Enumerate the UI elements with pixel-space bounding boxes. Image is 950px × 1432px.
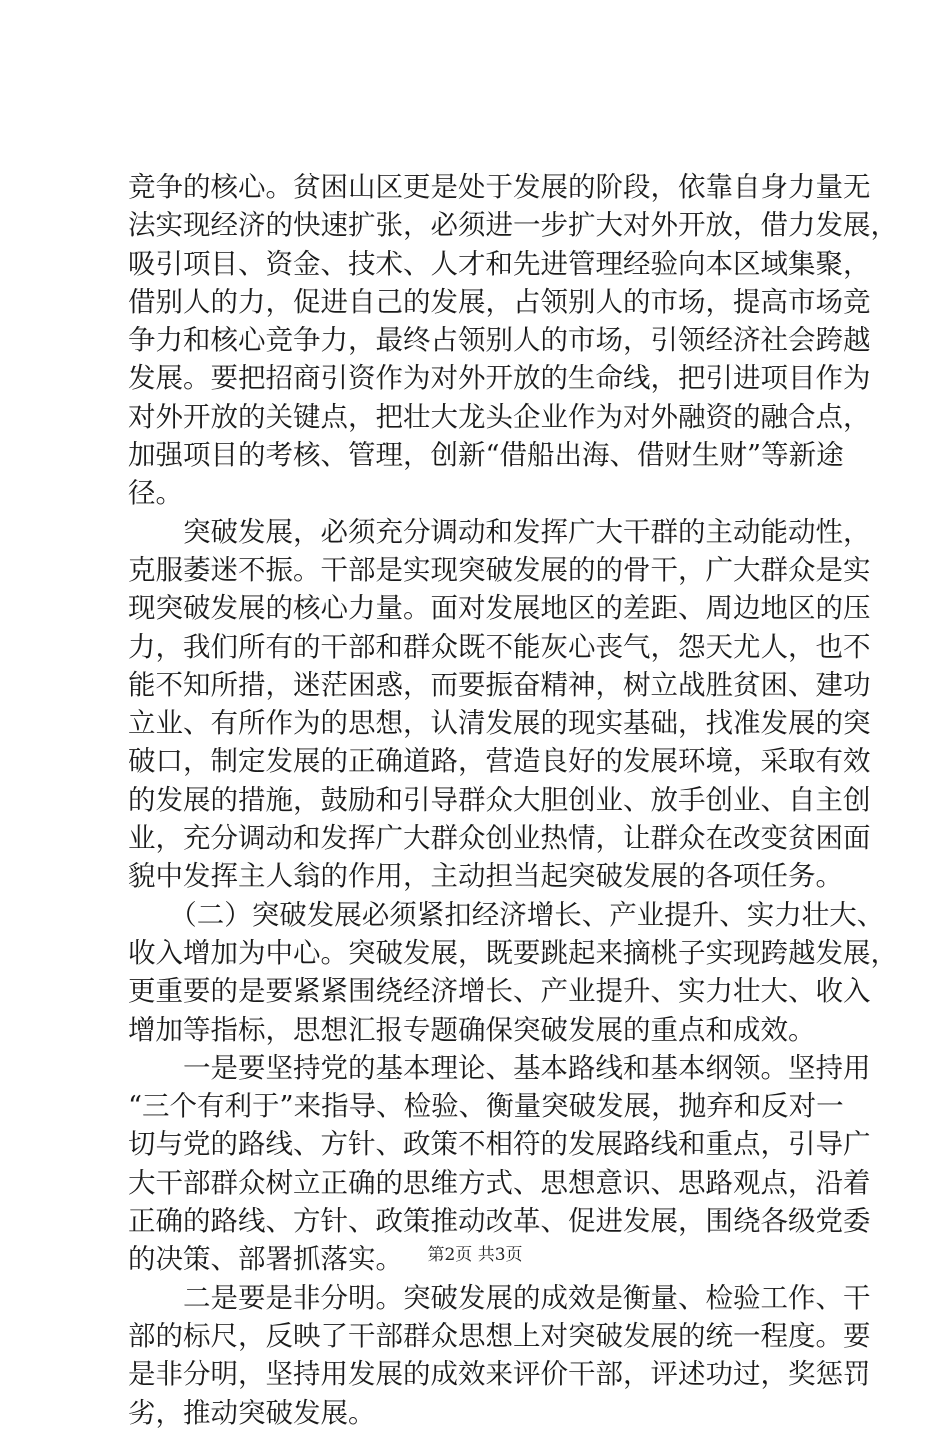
text-line: 二是要是非分明。突破发展的成效是衡量、检验工作、干 bbox=[128, 1281, 871, 1314]
text-line: 更重要的是要紧紧围绕经济增长、产业提升、实力壮大、收入 bbox=[128, 975, 871, 1008]
text-line: 一是要坚持党的基本理论、基本路线和基本纲领。坚持用 bbox=[128, 1051, 871, 1084]
text-line: “三个有利于”来指导、检验、衡量突破发展，抛弃和反对一 bbox=[128, 1090, 844, 1123]
text-line: 收入增加为中心。突破发展，既要跳起来摘桃子实现跨越发展， bbox=[128, 936, 898, 969]
text-line: 争力和核心竞争力，最终占领别人的市场，引领经济社会跨越 bbox=[128, 324, 871, 357]
text-line: 突破发展，必须充分调动和发挥广大干群的主动能动性， bbox=[128, 515, 871, 548]
text-line: 大干部群众树立正确的思维方式、思想意识、思路观点，沿着 bbox=[128, 1166, 871, 1199]
text-line: 部的标尺，反映了干部群众思想上对突破发展的统一程度。要 bbox=[128, 1319, 871, 1352]
text-line: 能不知所措，迷茫困惑，而要振奋精神，树立战胜贫困、建功 bbox=[128, 668, 871, 701]
text-line: 吸引项目、资金、技术、人才和先进管理经验向本区域集聚， bbox=[128, 247, 871, 280]
text-line: 是非分明，坚持用发展的成效来评价干部，评述功过，奖惩罚 bbox=[128, 1358, 871, 1391]
text-line: 对外开放的关键点，把壮大龙头企业作为对外融资的融合点， bbox=[128, 400, 871, 433]
text-line: 现突破发展的核心力量。面对发展地区的差距、周边地区的压 bbox=[128, 592, 871, 625]
text-line: 克服萎迷不振。干部是实现突破发展的的骨干，广大群众是实 bbox=[128, 553, 871, 586]
text-line: 貌中发挥主人翁的作用，主动担当起突破发展的各项任务。 bbox=[128, 860, 843, 893]
text-line: 切与党的路线、方针、政策不相符的发展路线和重点，引导广 bbox=[128, 1128, 871, 1161]
text-line: 正确的路线、方针、政策推动改革、促进发展，围绕各级党委 bbox=[128, 1205, 871, 1238]
page-footer: 第2页 共3页 bbox=[427, 1245, 523, 1265]
text-line: （二）突破发展必须紧扣经济增长、产业提升、实力壮大、 bbox=[128, 898, 885, 931]
text-line: 劣，推动突破发展。 bbox=[128, 1396, 376, 1429]
text-line: 竞争的核心。贫困山区更是处于发展的阶段，依靠自身力量无 bbox=[128, 171, 871, 203]
text-line: 立业、有所作为的思想，认清发展的现实基础，找准发展的突 bbox=[128, 707, 871, 740]
text-line: 法实现经济的快速扩张，必须进一步扩大对外开放，借力发展， bbox=[128, 209, 898, 242]
text-line: 借别人的力，促进自己的发展，占领别人的市场，提高市场竞 bbox=[128, 285, 871, 318]
text-line: 的决策、部署抓落实。 bbox=[128, 1243, 403, 1276]
text-line: 发展。要把招商引资作为对外开放的生命线，把引进项目作为 bbox=[128, 362, 871, 395]
text-line: 力，我们所有的干部和群众既不能灰心丧气，怨天尤人，也不 bbox=[128, 630, 871, 663]
text-line: 的发展的措施，鼓励和引导群众大胆创业、放手创业、自主创 bbox=[128, 783, 871, 816]
text-line: 破口，制定发展的正确道路，营造良好的发展环境，采取有效 bbox=[128, 745, 871, 778]
text-line: 加强项目的考核、管理，创新“借船出海、借财生财”等新途 bbox=[128, 439, 844, 472]
text-line: 增加等指标，思想汇报专题确保突破发展的重点和成效。 bbox=[128, 1013, 816, 1046]
text-line: 业，充分调动和发挥广大群众创业热情，让群众在改变贫困面 bbox=[128, 822, 871, 855]
text-line: 径。 bbox=[128, 477, 183, 510]
